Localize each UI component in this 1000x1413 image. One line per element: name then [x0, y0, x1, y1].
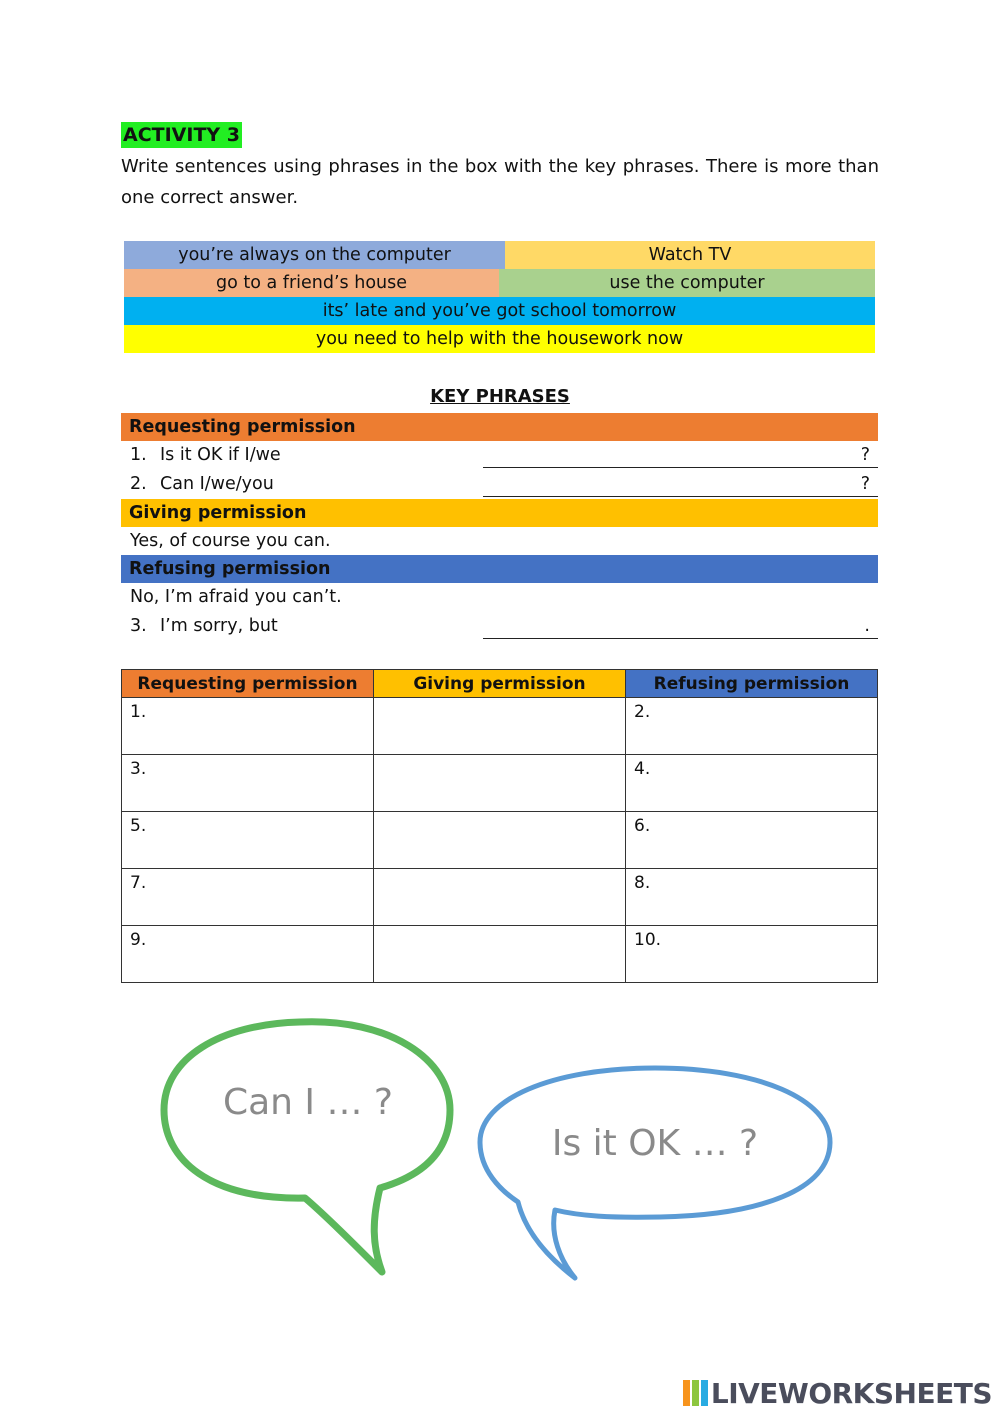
- answer-cell[interactable]: [374, 869, 626, 926]
- giving-section: [121, 499, 878, 556]
- answer-cell[interactable]: 1.: [122, 698, 374, 755]
- speech-bubble-green: [164, 1022, 450, 1272]
- table-row: [122, 812, 878, 869]
- phrase-cell: use the computer: [499, 269, 875, 297]
- giving-permission-bar: Giving permission: [121, 499, 878, 527]
- speech-bubble-text-blue: Is it OK … ?: [551, 1123, 759, 1164]
- logo-text: LIVEWORKSHEETS: [710, 1376, 992, 1410]
- answer-cell[interactable]: 6.: [626, 812, 878, 869]
- activity-title: ACTIVITY 3: [123, 124, 241, 146]
- phrase-box: [124, 241, 875, 353]
- end-punctuation: .: [864, 616, 870, 636]
- answer-blank-line[interactable]: [483, 467, 878, 468]
- key-phrases-heading: KEY PHRASES: [430, 386, 570, 407]
- table-row: [122, 698, 878, 755]
- answer-cell[interactable]: 4.: [626, 755, 878, 812]
- phrase-row: [124, 297, 875, 325]
- answer-cell[interactable]: 2.: [626, 698, 878, 755]
- speech-bubble-blue: [480, 1068, 830, 1278]
- requesting-section: [121, 413, 878, 499]
- header-refusing: Refusing permission: [626, 670, 878, 698]
- phrase-cell: you need to help with the housework now: [124, 325, 875, 353]
- liveworksheets-logo-icon: [683, 1380, 709, 1406]
- speech-bubble-text-green: Can I … ?: [222, 1082, 394, 1123]
- phrase-text: Yes, of course you can.: [130, 531, 331, 551]
- answer-cell[interactable]: 9.: [122, 926, 374, 983]
- liveworksheets-logo: [683, 1376, 992, 1410]
- table-row: [122, 926, 878, 983]
- phrase-cell: Watch TV: [505, 241, 875, 269]
- refusing-section: [121, 555, 878, 641]
- refusing-phrase-1: [121, 583, 878, 612]
- speech-bubbles: [150, 1010, 850, 1290]
- table-header-row: [122, 670, 878, 698]
- item-number: 3.: [130, 616, 147, 636]
- answer-cell[interactable]: 10.: [626, 926, 878, 983]
- phrase-text: I’m sorry, but: [160, 616, 278, 636]
- answer-blank-line[interactable]: [483, 638, 878, 639]
- giving-phrase-1: [121, 527, 878, 556]
- header-giving: Giving permission: [374, 670, 626, 698]
- phrase-row: [124, 269, 875, 297]
- item-number: 2.: [130, 474, 147, 494]
- item-number: 1.: [130, 445, 147, 465]
- refusing-permission-bar: Refusing permission: [121, 555, 878, 583]
- phrase-cell: go to a friend’s house: [124, 269, 499, 297]
- phrase-text: Can I/we/you: [160, 474, 274, 494]
- phrase-cell: its’ late and you’ve got school tomorrow: [124, 297, 875, 325]
- answer-cell[interactable]: 3.: [122, 755, 374, 812]
- end-punctuation: ?: [860, 474, 870, 494]
- phrase-text: Is it OK if I/we: [160, 445, 281, 465]
- table-row: [122, 869, 878, 926]
- header-requesting: Requesting permission: [122, 670, 374, 698]
- phrase-text: No, I’m afraid you can’t.: [130, 587, 342, 607]
- requesting-permission-bar: Requesting permission: [121, 413, 878, 441]
- answer-cell[interactable]: [374, 926, 626, 983]
- requesting-phrase-1: [121, 441, 878, 470]
- end-punctuation: ?: [860, 445, 870, 465]
- answer-table: [121, 669, 878, 983]
- answer-blank-line[interactable]: [483, 496, 878, 497]
- instructions-text: Write sentences using phrases in the box with the key phrases. There is more than one correct answer.: [121, 156, 879, 208]
- answer-cell[interactable]: [374, 755, 626, 812]
- answer-cell[interactable]: [374, 812, 626, 869]
- refusing-phrase-2: [121, 612, 878, 641]
- answer-cell[interactable]: 5.: [122, 812, 374, 869]
- phrase-cell: you’re always on the computer: [124, 241, 505, 269]
- phrase-row: [124, 241, 875, 269]
- answer-cell[interactable]: 7.: [122, 869, 374, 926]
- requesting-phrase-2: [121, 470, 878, 499]
- answer-cell[interactable]: 8.: [626, 869, 878, 926]
- table-row: [122, 755, 878, 812]
- phrase-row: [124, 325, 875, 353]
- answer-cell[interactable]: [374, 698, 626, 755]
